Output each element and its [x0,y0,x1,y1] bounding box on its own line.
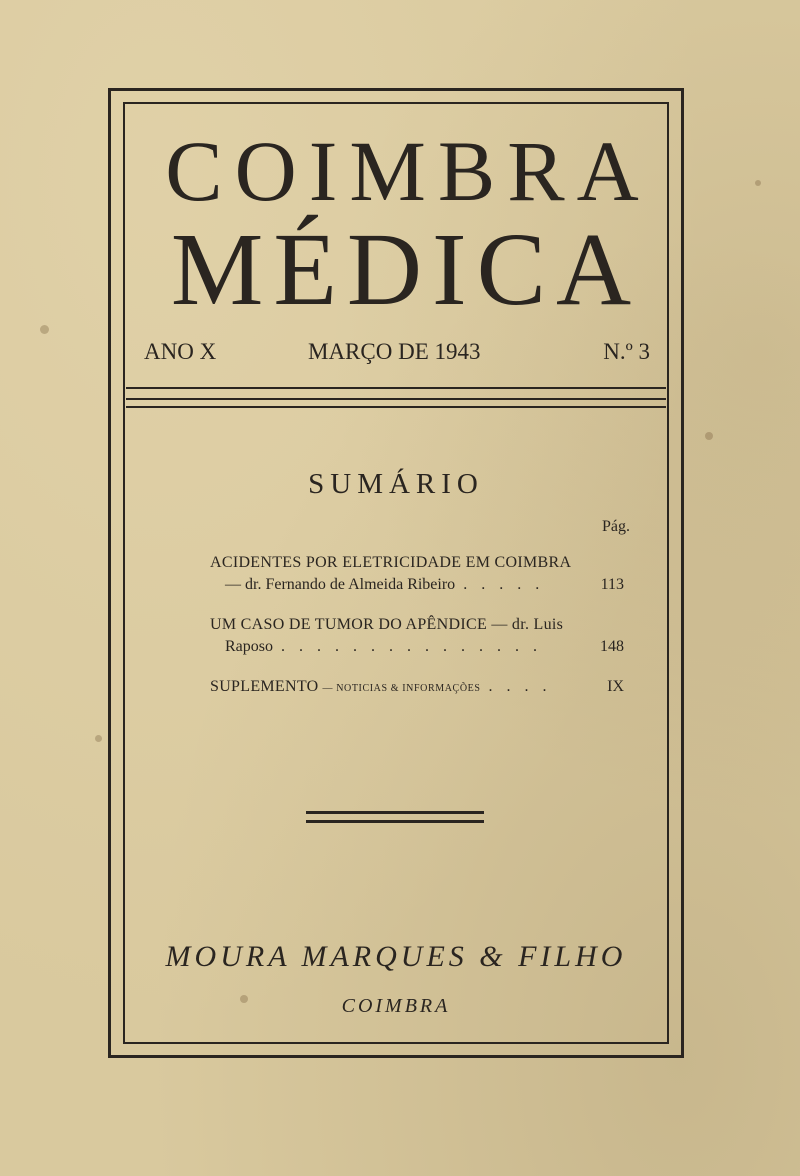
journal-title-line-2: MÉDICA [170,212,642,327]
entry-page: 113 [600,576,624,593]
ornament-rule [306,820,484,823]
paper-stain [95,735,102,742]
volume-year: ANO X [144,339,217,364]
issue-date: MARÇO DE 1943 [308,339,481,364]
contents-entry [210,679,624,701]
entry-author: Raposo [225,638,273,655]
entry-page: 148 [600,638,624,655]
contents-entry [210,617,624,661]
entry-subtitle: — NOTICIAS & INFORMAÇÕES [322,683,481,694]
page-column-label: Pág. [602,518,630,535]
journal-title-line-1: COIMBRA [165,123,651,219]
header-rule [126,398,666,400]
header-rule [126,387,666,389]
entry-author: — dr. Fernando de Almeida Ribeiro [225,576,456,593]
dot-leader: . . . . . . . . . . . . . . . [281,638,542,655]
entry-page: IX [607,678,624,695]
entry-title: UM CASO DE TUMOR DO APÊNDICE — dr. Luis [210,616,564,633]
paper-stain [705,432,713,440]
entry-title: ACIDENTES POR ELETRICIDADE EM COIMBRA [210,554,572,571]
dot-leader: . . . . [488,678,552,695]
publisher-name: MOURA MARQUES & FILHO [165,940,627,973]
paper-stain [40,325,49,334]
contents-heading: SUMÁRIO [308,468,484,500]
entry-title: SUPLEMENTO [210,678,319,695]
contents-entry [210,555,624,599]
header-rule [126,406,666,408]
ornament-rule [306,811,484,814]
paper-stain [755,180,761,186]
publisher-city: COIMBRA [341,995,451,1017]
dot-leader: . . . . . [463,576,545,593]
issue-number: N.º 3 [603,339,650,364]
